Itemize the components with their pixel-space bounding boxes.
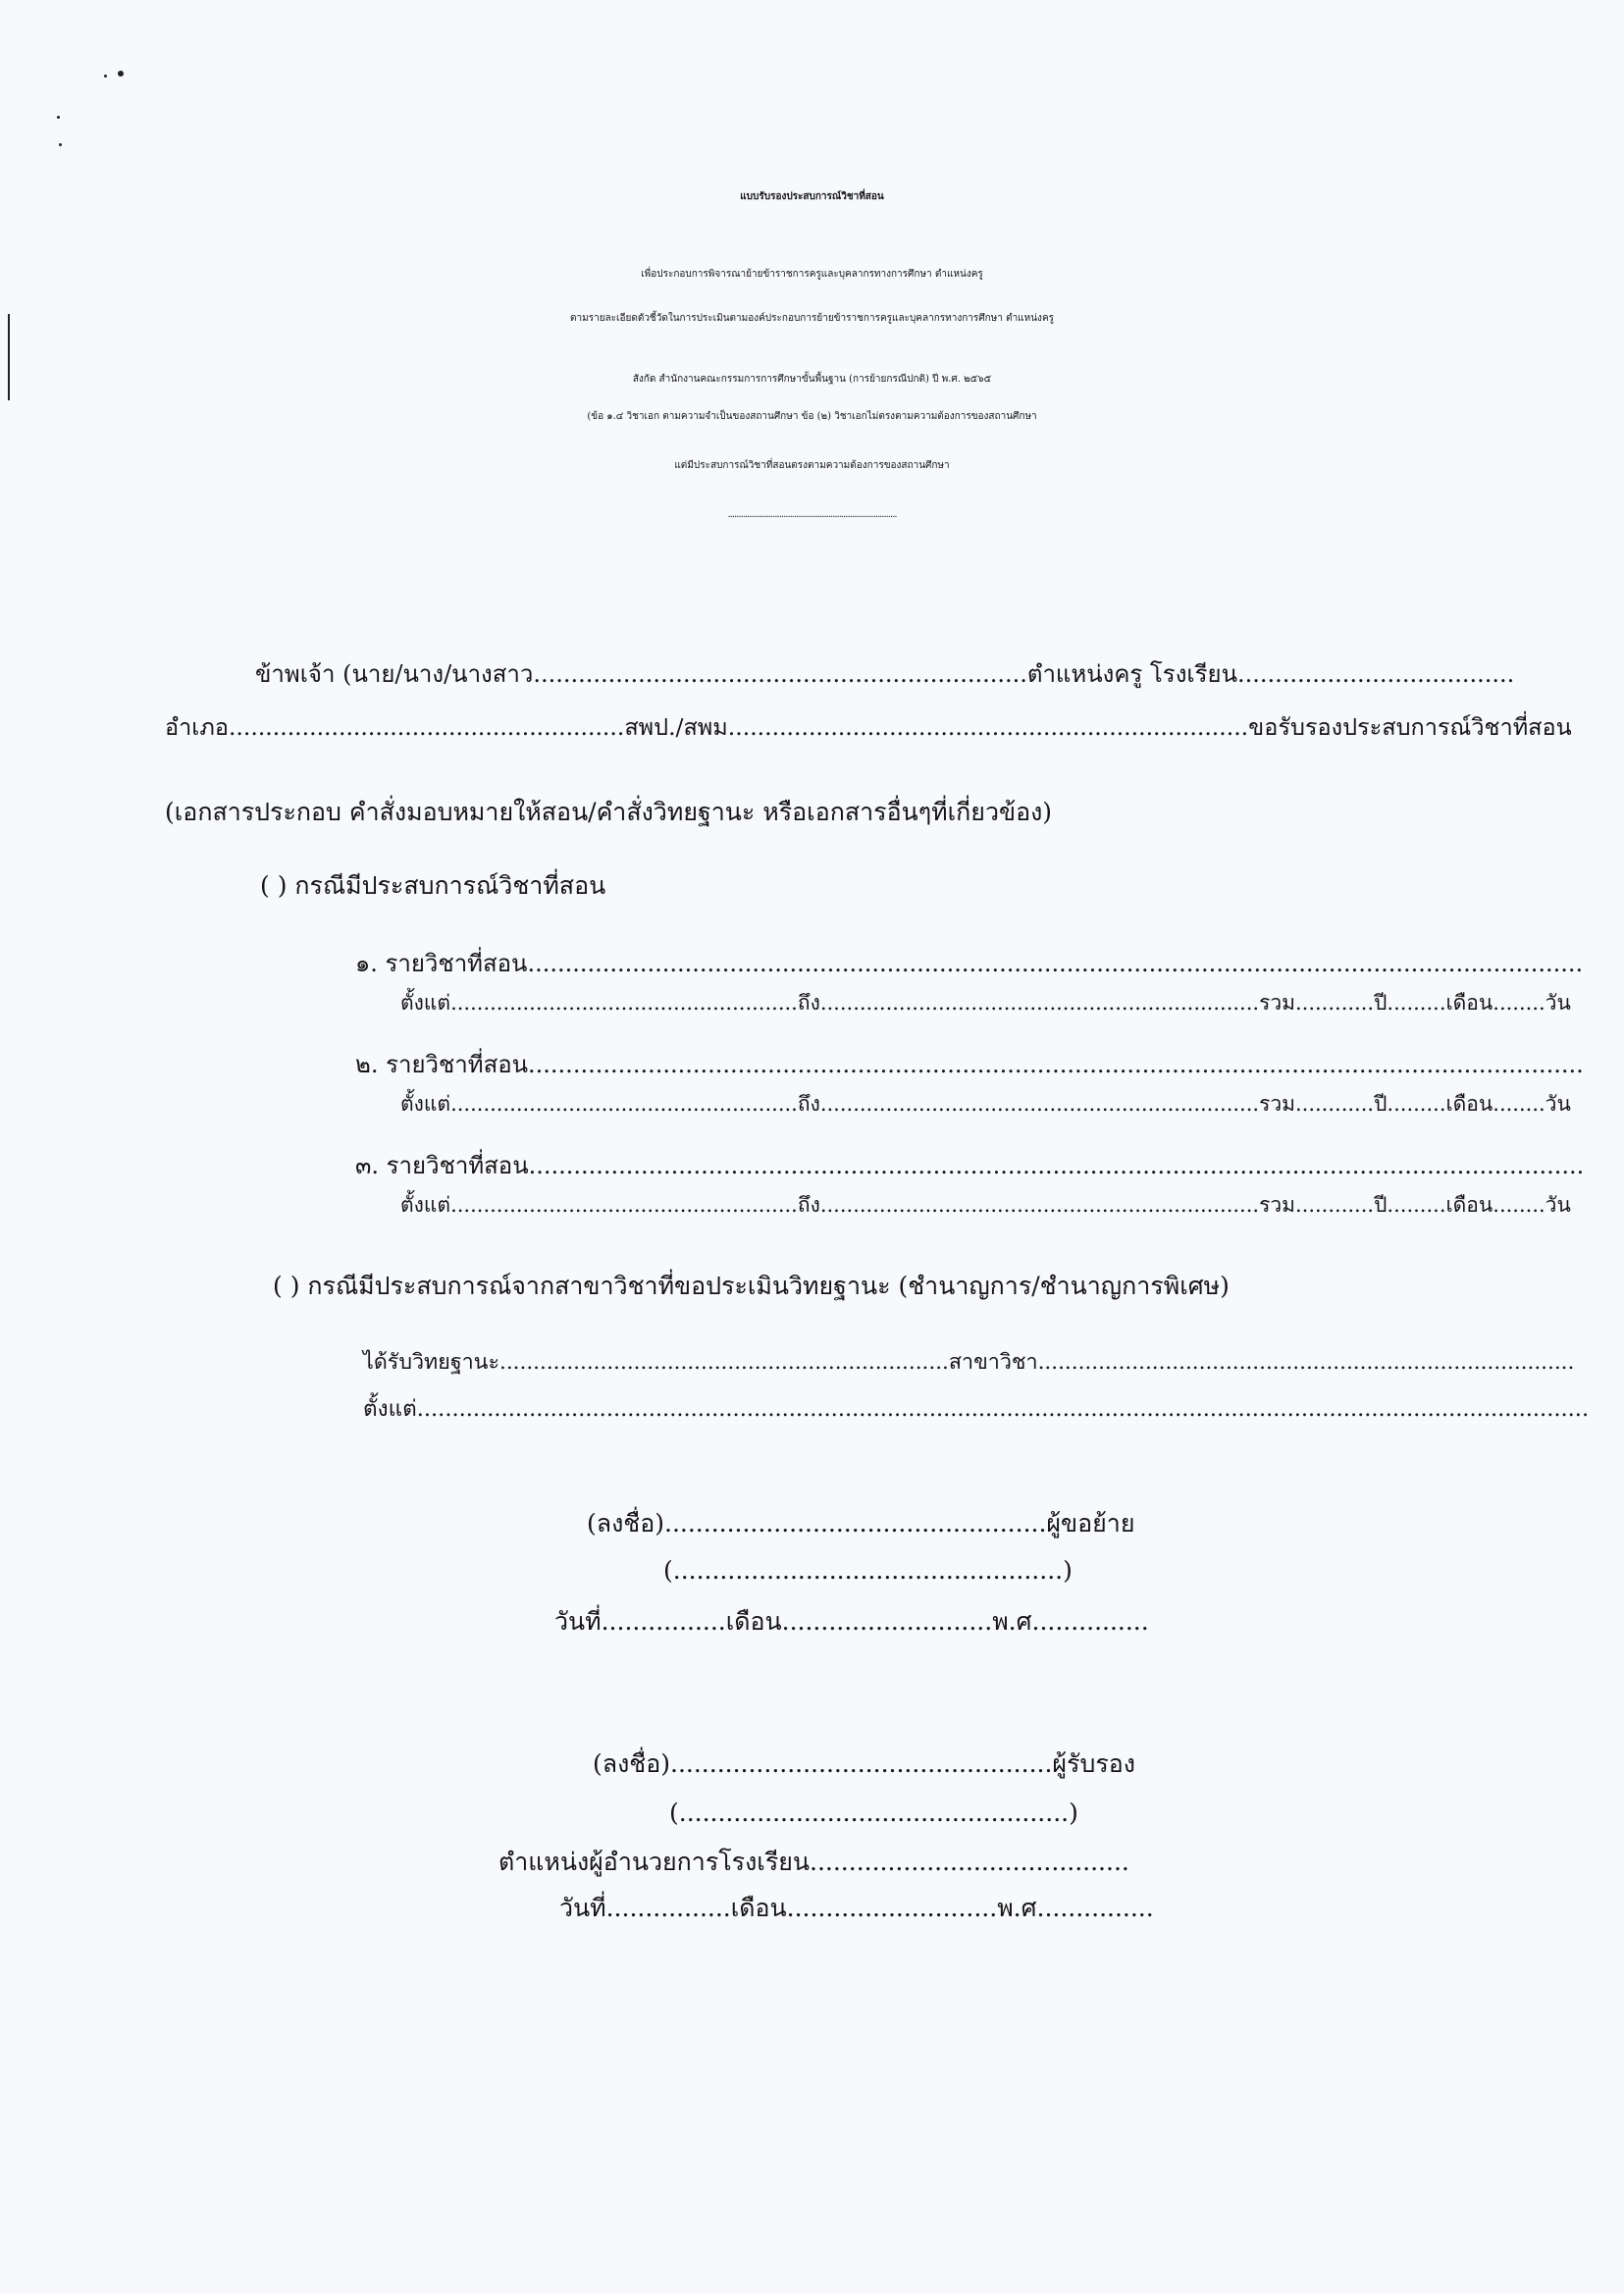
subject-1-line: ๑. รายวิชาที่สอน............................................................................................................................................. bbox=[355, 950, 1584, 977]
scan-dot bbox=[104, 75, 107, 78]
subject-3-line: ๓. รายวิชาที่สอน............................................................................................................................................. bbox=[355, 1152, 1585, 1179]
subtitle-line-2: ตามรายละเอียดตัวชี้วัดในการประเมินตามองค์ประกอบการย้ายข้าราชการครูและบุคลากรทางการศึกษา ตำแหน่งครู bbox=[570, 313, 1054, 324]
rank-line: ได้รับวิทยฐานะ...................................................................สาขาวิชา................................................................................ bbox=[363, 1350, 1575, 1375]
applicant-date-line: วันที่................เดือน...........................พ.ศ............... bbox=[554, 1607, 1149, 1636]
scan-dot bbox=[59, 143, 62, 146]
certifier-name-line: (..................................................) bbox=[669, 1799, 1078, 1827]
subtitle-line-4: (ข้อ ๑.๔ วิชาเอก ตามความจำเป็นของสถานศึกษา ข้อ (๒) วิชาเอกไม่ตรงตามความต้องการของสถานศึกษา bbox=[587, 411, 1037, 422]
rank-since-line: ตั้งแต่....................................................................................................................................................................... bbox=[363, 1396, 1590, 1422]
certifier-position-line: ตำแหน่งผู้อำนวยการโรงเรียน......................................... bbox=[498, 1848, 1129, 1876]
subject-2-line: ๒. รายวิชาที่สอน............................................................................................................................................. bbox=[355, 1051, 1584, 1078]
applicant-signature-line: (ลงชื่อ).................................................ผู้ขอย้าย bbox=[587, 1509, 1135, 1538]
scan-edge-line bbox=[8, 314, 10, 400]
certifier-signature-line: (ลงชื่อ).................................................ผู้รับรอง bbox=[593, 1749, 1136, 1778]
subtitle-line-3: สังกัด สำนักงานคณะกรรมการการศึกษาขั้นพื้นฐาน (การย้ายกรณีปกติ) ปี พ.ศ. ๒๕๖๕ bbox=[632, 374, 992, 385]
applicant-name-line: (..................................................) bbox=[663, 1556, 1073, 1585]
subtitle-line-1: เพื่อประกอบการพิจารณาย้ายข้าราชการครูและบุคลากรทางการศึกษา ตำแหน่งครู bbox=[641, 269, 983, 280]
certifier-date-line: วันที่................เดือน...........................พ.ศ............... bbox=[559, 1894, 1154, 1922]
attachment-note: (เอกสารประกอบ คำสั่งมอบหมายให้สอน/คำสั่งวิทยฐานะ หรือเอกสารอื่นๆที่เกี่ยวข้อง) bbox=[165, 798, 1053, 826]
subject-2-period: ตั้งแต่.....................................................ถึง...................................................................รวม............ปี.........เดือน........วัน bbox=[400, 1092, 1571, 1116]
applicant-line: ข้าพเจ้า (นาย/นาง/นางสาว..................................................................ตำแหน่งครู โรงเรียน..................................... bbox=[255, 660, 1515, 688]
title-separator: ............................................................................... bbox=[727, 509, 897, 520]
subtitle-line-5: แต่มีประสบการณ์วิชาที่สอนตรงตามความต้องการของสถานศึกษา bbox=[674, 460, 950, 471]
scan-dot bbox=[118, 71, 124, 77]
scan-dot bbox=[57, 116, 60, 119]
subject-3-period: ตั้งแต่.....................................................ถึง...................................................................รวม............ปี.........เดือน........วัน bbox=[400, 1193, 1571, 1217]
case1-heading: ( ) กรณีมีประสบการณ์วิชาที่สอน bbox=[260, 871, 606, 900]
case2-heading: ( ) กรณีมีประสบการณ์จากสาขาวิชาที่ขอประเมินวิทยฐานะ (ชำนาญการ/ชำนาญการพิเศษ) bbox=[273, 1272, 1230, 1300]
district-line: อำเภอ......................................................สพป./สพม.......................................................................ขอรับรองประสบการณ์วิชาที่สอน bbox=[165, 713, 1572, 741]
document-title: แบบรับรองประสบการณ์วิชาที่สอน bbox=[740, 191, 884, 202]
subject-1-period: ตั้งแต่.....................................................ถึง...................................................................รวม............ปี.........เดือน........วัน bbox=[400, 991, 1571, 1015]
